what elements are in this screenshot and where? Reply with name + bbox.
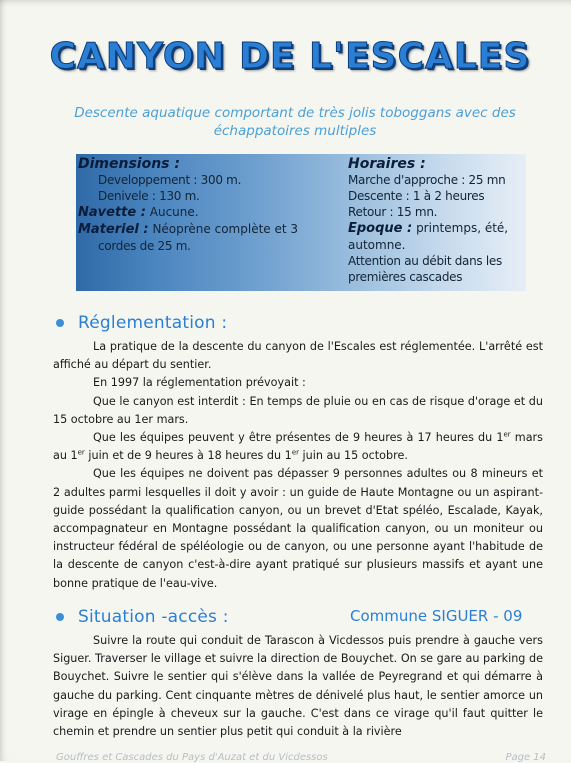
page-footer: [56, 752, 546, 763]
text-run: mars au 1: [53, 431, 543, 463]
footer-title: Gouffres et Cascades du Pays d'Auzat et du Vicdessos: [56, 752, 328, 763]
info-column-right: [348, 156, 526, 285]
info-column-left: [78, 156, 328, 254]
section-title-situation: Situation -accès :: [78, 607, 229, 627]
situation-body: [53, 632, 543, 741]
epoque-row: [348, 220, 526, 253]
info-box: [76, 154, 526, 291]
page-subtitle: Descente aquatique comportant de très jolis toboggans avec des échappatoires multiples: [74, 105, 516, 139]
bullet-icon: [56, 613, 64, 621]
denivele-value: Denivele : 130 m.: [98, 189, 200, 203]
marche-value: Marche d'approche : 25 mn: [348, 173, 506, 187]
navette-row: [78, 204, 328, 221]
materiel-value: Néoprène complète et 3: [152, 222, 299, 236]
paragraph: Que le canyon est interdit : En temps de pluie ou en cas de risque d'orage et du 15 octobre au 1er mars.: [53, 394, 543, 426]
text-run: juin et de 9 heures à 18 heures du 1: [84, 449, 292, 463]
attention-line-2: premières cascades: [348, 270, 463, 284]
materiel-row: [78, 221, 328, 238]
developpement-value: Developpement : 300 m.: [98, 173, 242, 187]
attention-line-1: Attention au débit dans les: [348, 254, 502, 268]
paragraph: En 1997 la réglementation prévoyait :: [93, 376, 306, 390]
commune-label: Commune SIGUER - 09: [350, 607, 523, 625]
page-number: Page 14: [505, 752, 546, 763]
horaires-label: Horaires :: [348, 156, 426, 172]
text-run: juin au 15 octobre.: [299, 449, 408, 463]
materiel-value-continued: cordes de 25 m.: [98, 239, 191, 253]
paragraph: La pratique de la descente du canyon de l'Escales est réglementée. L'arrêté est affiché au départ du sentier.: [53, 340, 543, 372]
descente-value: Descente : 1 à 2 heures: [348, 189, 485, 203]
text-run: Que les équipes peuvent y être présentes de 9 heures à 17 heures du 1: [93, 431, 504, 445]
dimensions-label: Dimensions :: [78, 156, 180, 172]
reglementation-body: [53, 338, 543, 593]
paragraph: Suivre la route qui conduit de Tarascon à Vicdessos puis prendre à gauche vers Siguer. Traverser le village et suivre la direction de Bouychet. On se gare au parking de Bouychet. Suivre le sentier qui s'élève dans la vallée de Peyregrand et qui démarre à gauche du parking. Cent cinquante mètres de dénivelé plus haut, le sentier amorce un virage en épingle à cheveux sur la gauche. C'est dans ce virage qu'il faut quitter le chemin et prendre un sentier plus petit qui conduit à la rivière: [53, 634, 543, 739]
navette-label: Navette :: [78, 205, 146, 220]
navette-value: Aucune.: [149, 205, 199, 219]
page-title: CANYON DE L'ESCALES: [49, 36, 531, 77]
materiel-label: Materiel :: [78, 222, 149, 237]
section-title-reglementation: Réglementation :: [78, 313, 228, 333]
epoque-value: printemps, été, automne.: [348, 221, 509, 252]
superscript: er: [291, 448, 299, 457]
paragraph-hours: [53, 429, 543, 465]
superscript: er: [77, 448, 85, 457]
bullet-icon: [56, 319, 64, 327]
paragraph: Que les équipes ne doivent pas dépasser 9 personnes adultes ou 8 mineurs et 2 adultes parmi lesquelles il doit y avoir : un guide de Haute Montagne ou un aspirant-guide possédant la qualification canyon, ou un brevet d'Etat spéléo, Escalade, Kayak, accompagnateur en Montagne possédant la qualification canyon, ou un moniteur ou instructeur fédéral de spéléologie ou de canyon, ou une personne ayant l'habitude de la descente de canyon c'est-à-dire ayant pratiqué sur plusieurs massifs et ayant une bonne pratique de l'eau-vive.: [53, 467, 543, 590]
epoque-label: Epoque :: [348, 221, 413, 236]
retour-value: Retour : 15 mn.: [348, 205, 438, 219]
section-situation: [56, 606, 229, 628]
section-reglementation: [56, 312, 227, 334]
superscript: er: [503, 430, 511, 439]
